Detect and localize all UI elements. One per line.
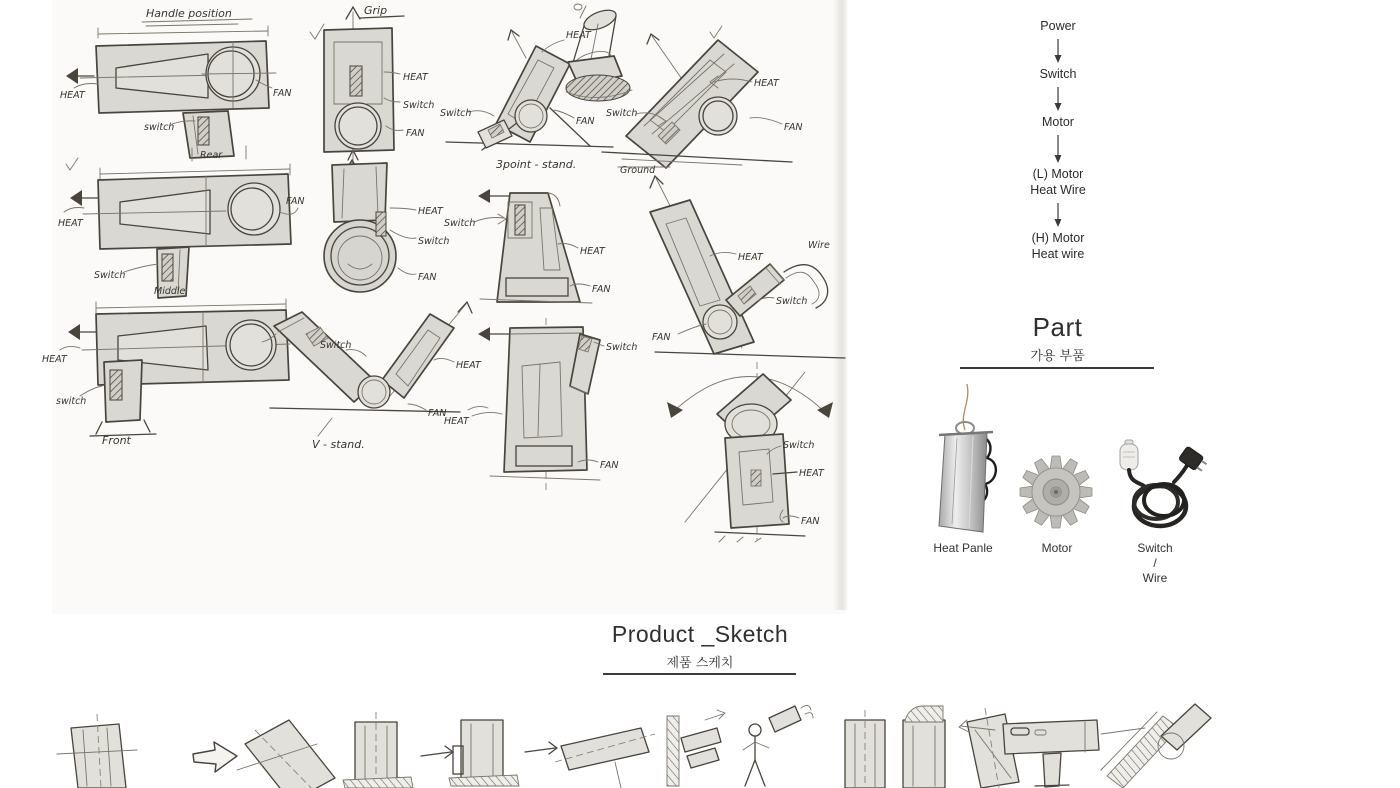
product-sketch-rule — [603, 673, 796, 675]
annotation-heat: HEAT — [799, 468, 824, 479]
sketch-y-branch-wire — [642, 172, 852, 372]
annotation-fan: FAN — [801, 516, 820, 527]
annotation-switch: Switch — [783, 440, 815, 451]
flow-step-power — [1040, 18, 1075, 34]
system-flow-diagram — [995, 18, 1121, 262]
annotation-ground: Ground — [620, 165, 656, 176]
arrow-down-icon — [1053, 39, 1063, 63]
heat-panel-photo — [925, 374, 1005, 540]
annotation-switch: switch — [56, 396, 87, 407]
sketch-angled-ground — [592, 24, 814, 174]
part-label-heat-panel: Heat Panle — [933, 541, 993, 555]
annotation-heat: HEAT — [444, 416, 469, 427]
annotation-v-stand: V - stand. — [312, 438, 365, 451]
annotation-switch: Switch — [418, 236, 450, 247]
part-section-rule — [960, 367, 1154, 369]
flow-step-label: Motor — [1042, 115, 1074, 129]
part-label-switch-wire — [1120, 541, 1190, 586]
annotation-front: Front — [102, 434, 131, 447]
sketch-t-side-middle — [58, 152, 310, 300]
annotation-rear: Rear — [200, 150, 223, 161]
annotation-switch: Switch — [440, 108, 472, 119]
arrow-down-icon — [1053, 203, 1063, 227]
part-section-title: Part — [1032, 312, 1083, 342]
flow-step-label: Power — [1040, 19, 1076, 33]
annotation-heat: HEAT — [566, 30, 591, 41]
flow-step-switch — [1040, 66, 1077, 82]
annotation-heat: HEAT — [60, 90, 85, 101]
flow-step-label: (H) Motor — [1031, 231, 1085, 245]
annotation-handle-position: Handle position — [146, 7, 232, 20]
flow-step-motor — [1042, 114, 1074, 130]
sketch-grip-front — [300, 2, 450, 166]
annotation-grip: Grip — [364, 4, 388, 17]
switch-wire-photo — [1108, 438, 1208, 540]
flow-step-h-motor — [1032, 230, 1085, 262]
part-section-subtitle: 가용 부품 — [1030, 349, 1085, 364]
annotation-middle: Middle — [154, 286, 186, 297]
product-sketch-subtitle: 제품 스케치 — [666, 656, 734, 671]
arrow-down-icon — [1053, 87, 1063, 111]
flow-step-label: (L) Motor — [1032, 167, 1084, 181]
annotation-heat: HEAT — [754, 78, 779, 89]
annotation-switch: Switch — [320, 340, 352, 351]
annotation-heat: HEAT — [580, 246, 605, 257]
part-label-line: / — [1153, 556, 1157, 570]
product-sketch-title: Product _Sketch — [611, 621, 789, 647]
annotation-switch: Switch — [606, 342, 638, 353]
annotation-heat: HEAT — [738, 252, 763, 263]
annotation-heat: HEAT — [418, 206, 443, 217]
part-label-line: Wire — [1142, 571, 1168, 585]
annotation-heat: HEAT — [403, 72, 428, 83]
flow-step-label: Switch — [1039, 67, 1077, 81]
annotation-heat: HEAT — [58, 218, 83, 229]
annotation-switch: Switch — [606, 108, 638, 119]
annotation-heat: HEAT — [42, 354, 67, 365]
sketch-bent-neck — [655, 352, 850, 542]
flow-step-label: Heat Wire — [1030, 183, 1086, 197]
annotation-fan: FAN — [592, 284, 611, 295]
sketch-thumbnail-strip — [55, 690, 1235, 788]
annotation-three-point-stand: 3point - stand. — [496, 158, 577, 171]
part-label-line: Switch — [1137, 541, 1173, 555]
part-label-motor: Motor — [1041, 541, 1073, 555]
annotation-heat: HEAT — [456, 360, 481, 371]
annotation-switch: Switch — [403, 100, 435, 111]
annotation-fan: FAN — [576, 116, 595, 127]
annotation-fan: FAN — [418, 272, 437, 283]
annotation-fan: FAN — [286, 196, 305, 207]
annotation-switch: Switch — [444, 218, 476, 229]
arrow-right-icon — [193, 742, 237, 772]
annotation-wire: Wire — [808, 240, 830, 251]
annotation-switch: Switch — [776, 296, 808, 307]
annotation-fan: FAN — [652, 332, 671, 343]
sketch-trapezoid-front — [440, 178, 645, 316]
annotation-fan: FAN — [428, 408, 447, 419]
annotation-switch: Switch — [94, 270, 126, 281]
motor-photo — [1016, 450, 1098, 536]
flow-step-l-motor — [1030, 166, 1086, 198]
annotation-fan: FAN — [273, 88, 292, 99]
arrow-down-icon — [1053, 135, 1063, 163]
annotation-switch: switch — [144, 122, 175, 133]
annotation-fan: FAN — [600, 460, 619, 471]
sketch-t-side-front — [40, 292, 308, 454]
annotation-fan: FAN — [784, 122, 803, 133]
annotation-fan: FAN — [406, 128, 425, 139]
sketch-handle-position-side — [60, 4, 300, 162]
sketch-trapezoid-handle — [440, 318, 660, 496]
flow-step-label: Heat wire — [1031, 247, 1085, 261]
